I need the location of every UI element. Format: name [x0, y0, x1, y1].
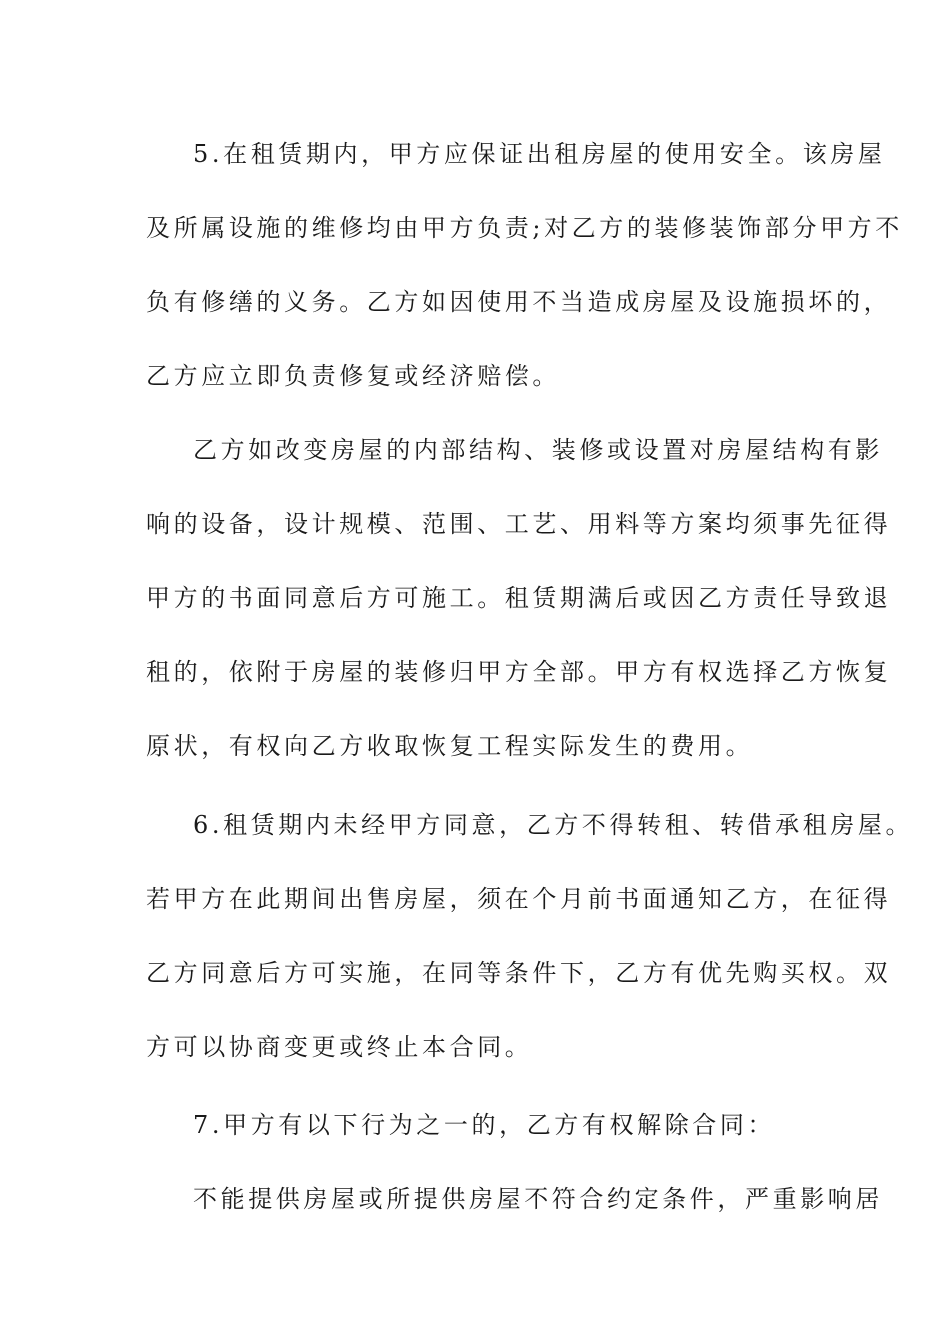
text-line: 负有修缮的义务。乙方如因使用不当造成房屋及设施损坏的，: [146, 288, 892, 316]
text-line: 若甲方在此期间出售房屋，须在个月前书面通知乙方，在征得: [146, 885, 892, 913]
text-line: 原状，有权向乙方收取恢复工程实际发生的费用。: [146, 732, 754, 760]
text-line: 响的设备，设计规模、范围、工艺、用料等方案均须事先征得: [146, 510, 892, 538]
text-line: 5.在租赁期内，甲方应保证出租房屋的使用安全。该房屋: [193, 140, 886, 168]
text-line: 甲方的书面同意后方可施工。租赁期满后或因乙方责任导致退: [146, 584, 892, 612]
text-line: 不能提供房屋或所提供房屋不符合约定条件，严重影响居: [193, 1185, 883, 1213]
text-line: 及所属设施的维修均由甲方负责;对乙方的装修装饰部分甲方不: [146, 214, 903, 242]
text-line: 租的，依附于房屋的装修归甲方全部。甲方有权选择乙方恢复: [146, 658, 892, 686]
text-line: 7.甲方有以下行为之一的，乙方有权解除合同：: [193, 1111, 776, 1139]
text-line: 6.租赁期内未经甲方同意，乙方不得转租、转借承租房屋。: [193, 811, 914, 839]
text-line: 乙方同意后方可实施，在同等条件下，乙方有优先购买权。双: [146, 959, 892, 987]
text-line: 乙方应立即负责修复或经济赔偿。: [146, 362, 560, 390]
text-line: 乙方如改变房屋的内部结构、装修或设置对房屋结构有影: [193, 436, 883, 464]
text-line: 方可以协商变更或终止本合同。: [146, 1033, 533, 1061]
